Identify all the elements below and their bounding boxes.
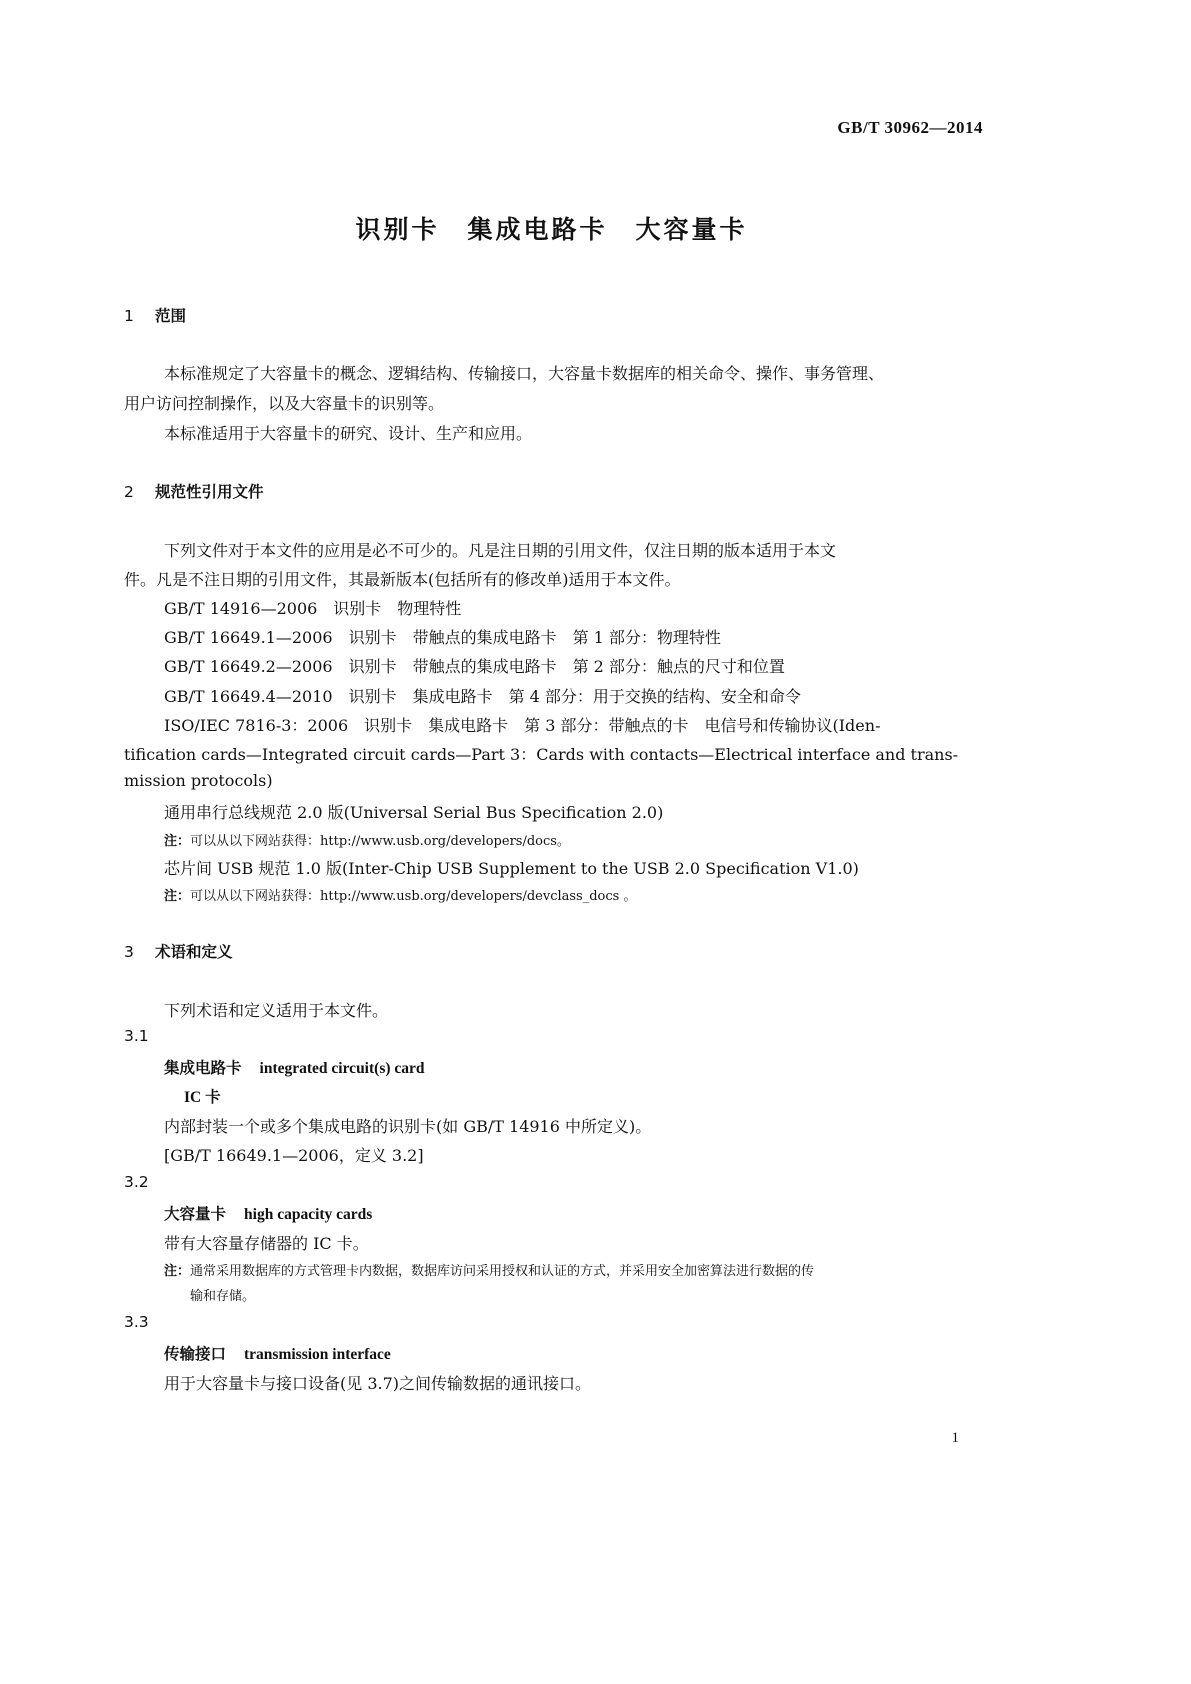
scope-paragraph-1-line-2: 用户访问控制操作，以及大容量卡的识别等。 — [124, 394, 445, 413]
term-heading — [164, 1202, 372, 1224]
reference-item: GB/T 16649.1—2006 识别卡 带触点的集成电路卡 第 1 部分：物理特性 — [164, 628, 721, 647]
note-text: 可以从以下网站获得：http://www.usb.org/developers/devclass_docs 。 — [190, 889, 637, 904]
note-text: 通常采用数据库的方式管理卡内数据，数据库访问采用授权和认证的方式，并采用安全加密算法进行数据的传 — [190, 1264, 815, 1279]
term-definition: 带有大容量存储器的 IC 卡。 — [164, 1234, 369, 1253]
reference-item: 通用串行总线规范 2.0 版(Universal Serial Bus Specification 2.0) — [164, 803, 664, 822]
reference-item-line-3: mission protocols) — [124, 771, 273, 790]
section-title: 规范性引用文件 — [155, 483, 264, 501]
reference-item: 芯片间 USB 规范 1.0 版(Inter-Chip USB Supplement to the USB 2.0 Specification V1.0) — [164, 859, 859, 878]
normative-intro-line-1: 下列文件对于本文件的应用是必不可少的。凡是注日期的引用文件，仅注日期的版本适用于本文 — [164, 541, 837, 560]
scope-paragraph-2: 本标准适用于大容量卡的研究、设计、生产和应用。 — [164, 424, 533, 443]
note-label: 注： — [164, 889, 191, 904]
section-3-heading — [124, 940, 233, 962]
section-title: 范围 — [155, 307, 187, 325]
section-title: 术语和定义 — [155, 943, 233, 961]
term-heading — [164, 1056, 425, 1078]
term-english: integrated circuit(s) card — [259, 1060, 425, 1077]
term-chinese: 大容量卡 — [164, 1205, 227, 1223]
note-label: 注： — [164, 1264, 191, 1279]
term-source: [GB/T 16649.1—2006，定义 3.2] — [164, 1146, 424, 1165]
term-english: transmission interface — [244, 1346, 391, 1363]
term-chinese: 传输接口 — [164, 1345, 227, 1363]
section-number: 3 — [124, 943, 134, 961]
note-label: 注： — [164, 834, 191, 849]
clause-number: 3.3 — [124, 1313, 149, 1331]
term-english: high capacity cards — [244, 1206, 373, 1223]
section-2-heading — [124, 480, 264, 502]
reference-item-line-2: tification cards—Integrated circuit cards—Part 3：Cards with contacts—Electrical interface and trans- — [124, 745, 959, 764]
reference-item: GB/T 14916—2006 识别卡 物理特性 — [164, 599, 462, 618]
term-chinese: 集成电路卡 — [164, 1059, 242, 1077]
clause-number: 3.1 — [124, 1027, 149, 1045]
standard-number: GB/T 30962—2014 — [837, 118, 983, 137]
note — [164, 830, 570, 849]
term-definition: 内部封装一个或多个集成电路的识别卡(如 GB/T 14916 中所定义)。 — [164, 1117, 652, 1136]
section-number: 2 — [124, 483, 134, 501]
admitted-term: IC 卡 — [184, 1089, 221, 1106]
note — [164, 885, 636, 904]
terms-intro: 下列术语和定义适用于本文件。 — [164, 1001, 389, 1020]
clause-number: 3.2 — [124, 1173, 149, 1191]
page-number: 1 — [951, 1430, 959, 1446]
reference-item: GB/T 16649.4—2010 识别卡 集成电路卡 第 4 部分：用于交换的结构、安全和命令 — [164, 687, 801, 706]
note — [164, 1260, 814, 1279]
term-definition: 用于大容量卡与接口设备(见 3.7)之间传输数据的通讯接口。 — [164, 1374, 592, 1393]
section-1-heading — [124, 304, 186, 326]
reference-item-line-1: ISO/IEC 7816-3：2006 识别卡 集成电路卡 第 3 部分：带触点的卡 电信号和传输协议(Iden- — [164, 716, 881, 735]
reference-item: GB/T 16649.2—2006 识别卡 带触点的集成电路卡 第 2 部分：触点的尺寸和位置 — [164, 657, 785, 676]
note-text: 可以从以下网站获得：http://www.usb.org/developers/docs。 — [190, 834, 570, 849]
term-heading — [164, 1342, 391, 1364]
section-number: 1 — [124, 307, 134, 325]
scope-paragraph-1-line-1: 本标准规定了大容量卡的概念、逻辑结构、传输接口，大容量卡数据库的相关命令、操作、事务管理、 — [164, 364, 885, 383]
note-continuation: 输和存储。 — [190, 1289, 256, 1304]
document-title: 识别卡 集成电路卡 大容量卡 — [355, 215, 748, 244]
normative-intro-line-2: 件。凡是不注日期的引用文件，其最新版本(包括所有的修改单)适用于本文件。 — [124, 570, 681, 589]
